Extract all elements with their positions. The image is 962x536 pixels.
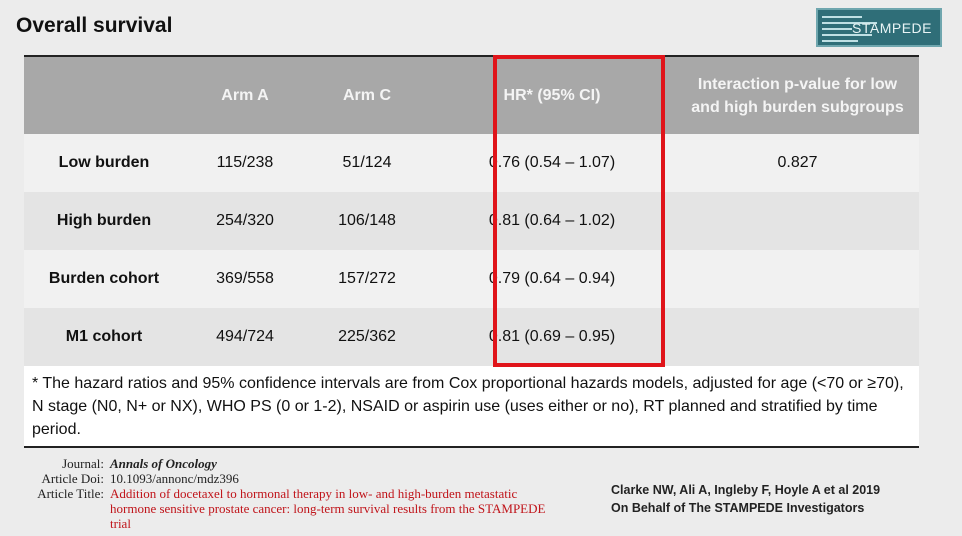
hr-value: 0.81 (0.64 – 1.02) (428, 192, 676, 250)
hr-value: 0.76 (0.54 – 1.07) (428, 134, 676, 192)
header-empty (24, 56, 184, 134)
arm-a-value: 254/320 (184, 192, 306, 250)
citation-title-row (22, 486, 582, 531)
slide-title: Overall survival (16, 14, 173, 37)
stampede-logo (816, 8, 942, 47)
arm-c-value: 106/148 (306, 192, 428, 250)
table-footnote: * The hazard ratios and 95% confidence intervals are from Cox proportional hazards models, adjusted for age (<70 or ≥70), N stage (N0, N+ or NX), WHO PS (0 or 1-2), NSAID or aspirin use (uses either or no), RT planned and stratified by time period. (24, 366, 919, 448)
authors-block (611, 481, 880, 517)
journal-label: Journal: (62, 456, 104, 471)
p-value (676, 250, 919, 308)
journal-name: Annals of Oncology (110, 456, 217, 471)
citation-block (22, 456, 582, 531)
arm-a-value: 494/724 (184, 308, 306, 366)
survival-table (24, 55, 919, 366)
header-arm-c: Arm C (306, 56, 428, 134)
article-title: Addition of docetaxel to hormonal therapy in low- and high-burden metastatic hormone sensitive prostate cancer: long-term survival results from the STAMPEDE trial (110, 486, 546, 531)
p-value: 0.827 (676, 134, 919, 192)
title-label: Article Title: (37, 486, 104, 501)
hr-value: 0.79 (0.64 – 0.94) (428, 250, 676, 308)
p-value (676, 192, 919, 250)
row-label: High burden (24, 192, 184, 250)
citation-doi-row (22, 471, 582, 486)
table-row (24, 134, 919, 192)
investigators-line: On Behalf of The STAMPEDE Investigators (611, 501, 865, 515)
arm-c-value: 225/362 (306, 308, 428, 366)
row-label: M1 cohort (24, 308, 184, 366)
p-value (676, 308, 919, 366)
arm-a-value: 115/238 (184, 134, 306, 192)
arm-c-value: 51/124 (306, 134, 428, 192)
citation-journal-row (22, 456, 582, 471)
table-row (24, 192, 919, 250)
arm-a-value: 369/558 (184, 250, 306, 308)
authors-line: Clarke NW, Ali A, Ingleby F, Hoyle A et al 2019 (611, 483, 881, 497)
hr-value: 0.81 (0.69 – 0.95) (428, 308, 676, 366)
logo-text: STAMPEDE (852, 19, 932, 36)
row-label: Low burden (24, 134, 184, 192)
table-header-row (24, 56, 919, 134)
table-row (24, 250, 919, 308)
doi-value: 10.1093/annonc/mdz396 (110, 471, 239, 486)
doi-label: Article Doi: (41, 471, 104, 486)
header-interaction-p: Interaction p-value for low and high burden subgroups (676, 56, 919, 134)
row-label: Burden cohort (24, 250, 184, 308)
header-arm-a: Arm A (184, 56, 306, 134)
table-row (24, 308, 919, 366)
arm-c-value: 157/272 (306, 250, 428, 308)
survival-table-container (24, 55, 919, 448)
header-hr: HR* (95% CI) (428, 56, 676, 134)
